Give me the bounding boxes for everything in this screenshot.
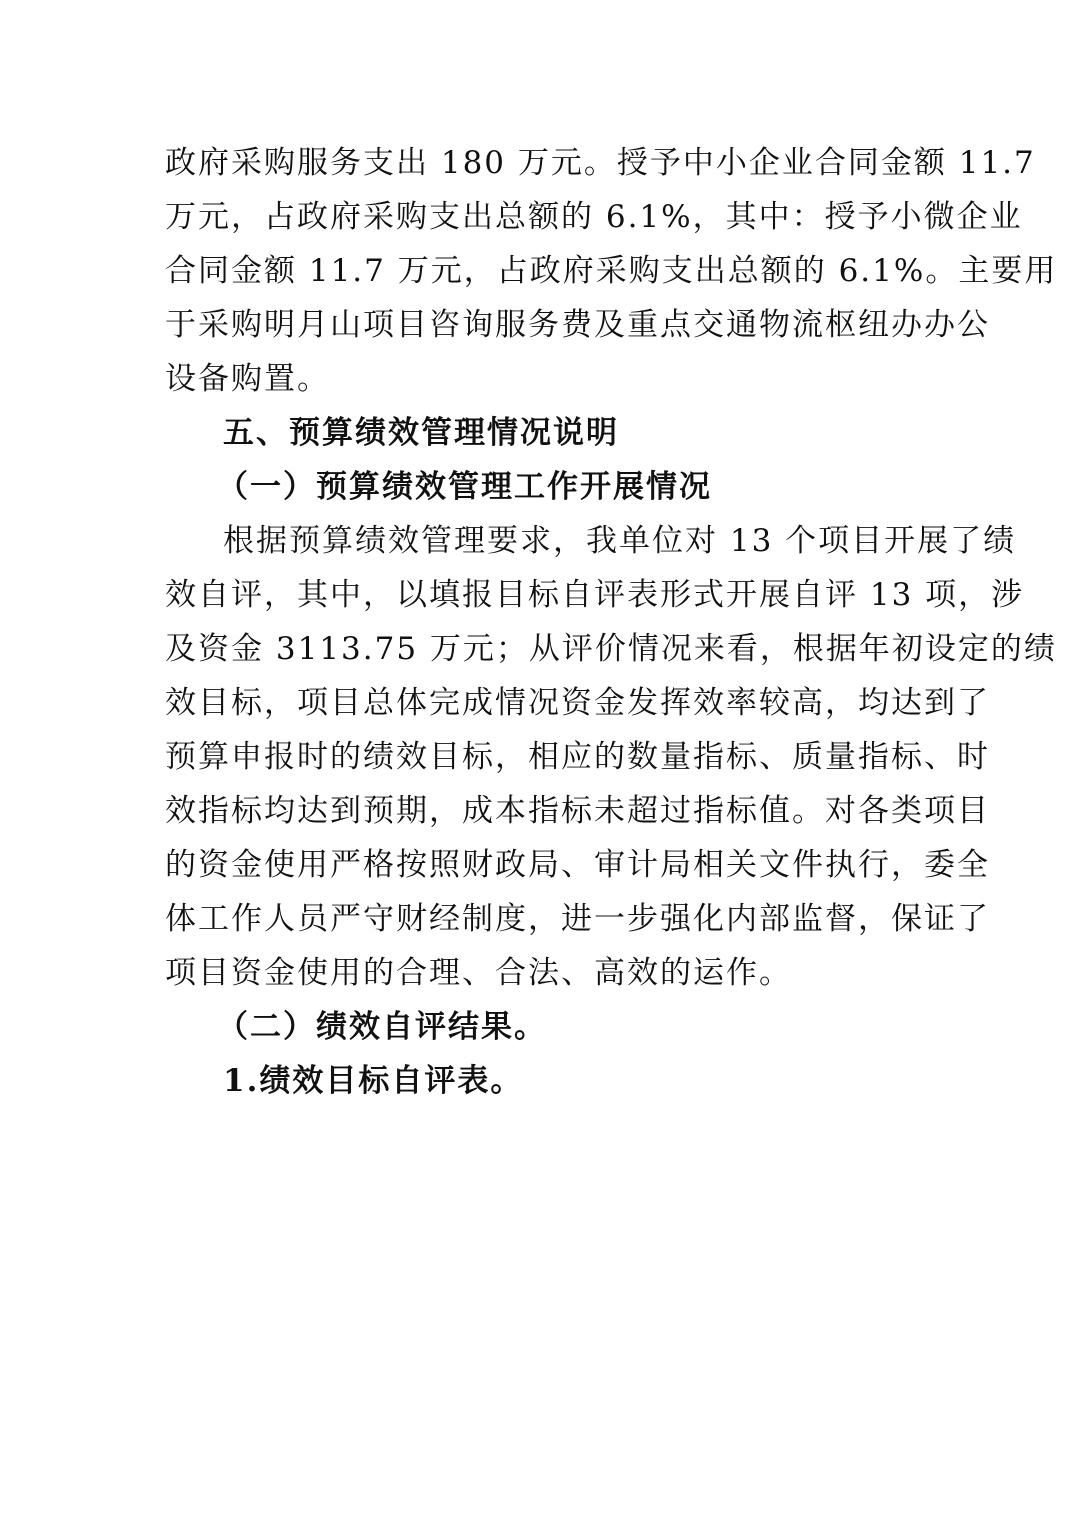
paragraph-line: 万元，占政府采购支出总额的 6.1%，其中：授予小微企业 bbox=[165, 199, 1023, 235]
item-heading: 1.绩效目标自评表。 bbox=[223, 1063, 524, 1099]
paragraph-line: 合同金额 11.7 万元，占政府采购支出总额的 6.1%。主要用 bbox=[165, 253, 1058, 289]
subsection-heading: （二）绩效自评结果。 bbox=[217, 1009, 547, 1045]
paragraph-line: 的资金使用严格按照财政局、审计局相关文件执行，委全 bbox=[165, 847, 990, 883]
paragraph-line: 政府采购服务支出 180 万元。授予中小企业合同金额 11.7 bbox=[165, 145, 1036, 181]
paragraph-line: 效目标，项目总体完成情况资金发挥效率较高，均达到了 bbox=[165, 685, 990, 721]
subsection-heading: （一）预算绩效管理工作开展情况 bbox=[217, 469, 712, 505]
document-body bbox=[165, 136, 1058, 1108]
paragraph-line: 预算申报时的绩效目标，相应的数量指标、质量指标、时 bbox=[165, 739, 990, 775]
section-heading: 五、预算绩效管理情况说明 bbox=[223, 415, 619, 451]
paragraph-line: 及资金 3113.75 万元；从评价情况来看，根据年初设定的绩 bbox=[165, 631, 1057, 667]
paragraph-line: 设备购置。 bbox=[165, 361, 330, 397]
paragraph-line: 于采购明月山项目咨询服务费及重点交通物流枢纽办办公 bbox=[165, 307, 990, 343]
paragraph-line: 效自评，其中，以填报目标自评表形式开展自评 13 项，涉 bbox=[165, 577, 1025, 613]
paragraph-line: 项目资金使用的合理、合法、高效的运作。 bbox=[165, 955, 792, 991]
paragraph-line: 效指标均达到预期，成本指标未超过指标值。对各类项目 bbox=[165, 793, 990, 829]
paragraph-line: 根据预算绩效管理要求，我单位对 13 个项目开展了绩 bbox=[223, 523, 1017, 559]
paragraph-line: 体工作人员严守财经制度，进一步强化内部监督，保证了 bbox=[165, 901, 990, 937]
